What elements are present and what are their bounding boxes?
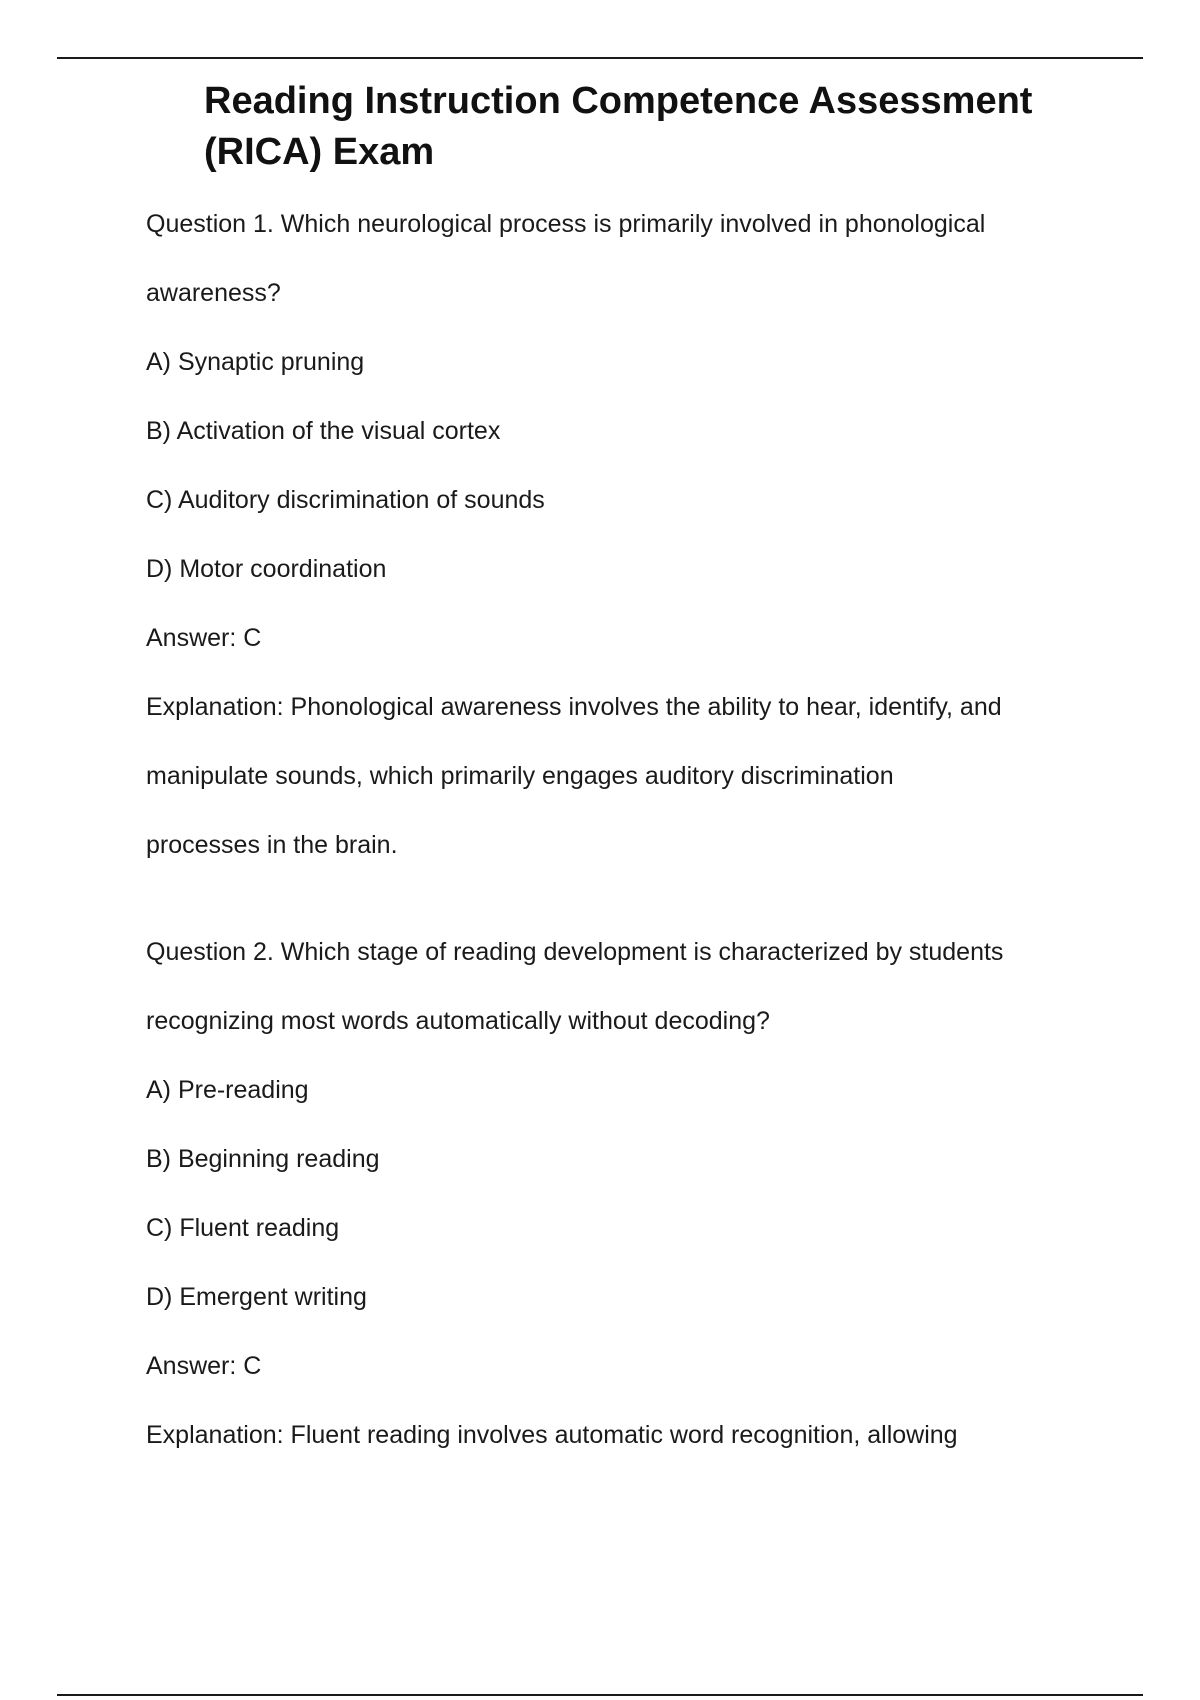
question-block-2 (146, 918, 1066, 1470)
question-text-line: recognizing most words automatically without decoding? (146, 1007, 770, 1035)
question-text-line: Question 2. Which stage of reading development is characterized by students (146, 938, 1004, 966)
option-d: D) Motor coordination (146, 555, 387, 583)
question-separator (146, 880, 1066, 918)
option-c: C) Fluent reading (146, 1214, 340, 1242)
option-a: A) Pre-reading (146, 1076, 309, 1104)
document-body (146, 190, 1066, 1470)
explanation-line: manipulate sounds, which primarily engages auditory discrimination (146, 762, 894, 790)
option-b: B) Beginning reading (146, 1145, 380, 1173)
title-line-2: (RICA) Exam (204, 131, 435, 173)
option-b: B) Activation of the visual cortex (146, 417, 501, 445)
option-a: A) Synaptic pruning (146, 348, 365, 376)
answer-text: Answer: C (146, 1352, 262, 1380)
explanation-line: Explanation: Fluent reading involves automatic word recognition, allowing (146, 1421, 958, 1449)
answer-text: Answer: C (146, 624, 262, 652)
option-d: D) Emergent writing (146, 1283, 367, 1311)
explanation-line: processes in the brain. (146, 831, 398, 859)
explanation-line: Explanation: Phonological awareness involves the ability to hear, identify, and (146, 693, 1002, 721)
question-block-1 (146, 190, 1066, 880)
bottom-rule (57, 1694, 1143, 1696)
document-title (204, 76, 1104, 178)
question-text-line: awareness? (146, 279, 281, 307)
question-text-line: Question 1. Which neurological process is primarily involved in phonological (146, 210, 986, 238)
title-line-1: Reading Instruction Competence Assessment (204, 80, 1033, 122)
top-rule (57, 57, 1143, 59)
option-c: C) Auditory discrimination of sounds (146, 486, 545, 514)
